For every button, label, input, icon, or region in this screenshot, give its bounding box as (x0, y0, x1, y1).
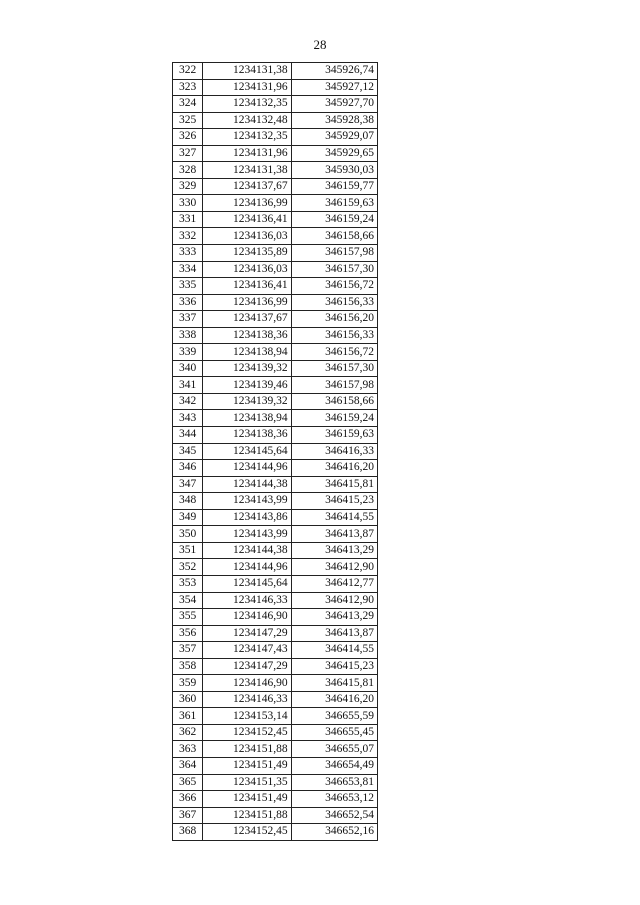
x-coordinate-cell: 1234151,35 (203, 774, 291, 791)
point-number-cell: 332 (173, 228, 203, 245)
x-coordinate-cell: 1234137,67 (203, 178, 291, 195)
point-number-cell: 344 (173, 427, 203, 444)
table-row (173, 360, 378, 377)
x-coordinate-cell: 1234143,86 (203, 509, 291, 526)
y-coordinate-cell: 346156,72 (291, 344, 377, 361)
table-row (173, 741, 378, 758)
point-number-cell: 352 (173, 559, 203, 576)
y-coordinate-cell: 346415,23 (291, 493, 377, 510)
coordinates-table-body (173, 63, 378, 841)
x-coordinate-cell: 1234151,88 (203, 807, 291, 824)
x-coordinate-cell: 1234139,32 (203, 360, 291, 377)
point-number-cell: 360 (173, 691, 203, 708)
table-row (173, 542, 378, 559)
point-number-cell: 351 (173, 542, 203, 559)
y-coordinate-cell: 345930,03 (291, 162, 377, 179)
point-number-cell: 323 (173, 79, 203, 96)
x-coordinate-cell: 1234151,49 (203, 791, 291, 808)
table-row (173, 278, 378, 295)
table-row (173, 774, 378, 791)
x-coordinate-cell: 1234138,36 (203, 427, 291, 444)
table-row (173, 526, 378, 543)
point-number-cell: 341 (173, 377, 203, 394)
table-row (173, 575, 378, 592)
point-number-cell: 366 (173, 791, 203, 808)
point-number-cell: 358 (173, 658, 203, 675)
point-number-cell: 337 (173, 311, 203, 328)
y-coordinate-cell: 346413,87 (291, 526, 377, 543)
table-row (173, 675, 378, 692)
table-row (173, 178, 378, 195)
table-row (173, 245, 378, 262)
y-coordinate-cell: 346414,55 (291, 509, 377, 526)
table-row (173, 824, 378, 841)
x-coordinate-cell: 1234139,46 (203, 377, 291, 394)
point-number-cell: 356 (173, 625, 203, 642)
table-row (173, 493, 378, 510)
y-coordinate-cell: 346654,49 (291, 757, 377, 774)
table-row (173, 443, 378, 460)
table-row (173, 592, 378, 609)
table-row (173, 410, 378, 427)
x-coordinate-cell: 1234138,36 (203, 327, 291, 344)
point-number-cell: 343 (173, 410, 203, 427)
point-number-cell: 350 (173, 526, 203, 543)
y-coordinate-cell: 346415,81 (291, 675, 377, 692)
x-coordinate-cell: 1234136,41 (203, 211, 291, 228)
x-coordinate-cell: 1234135,89 (203, 245, 291, 262)
y-coordinate-cell: 346156,33 (291, 327, 377, 344)
x-coordinate-cell: 1234151,49 (203, 757, 291, 774)
table-row (173, 757, 378, 774)
y-coordinate-cell: 346159,77 (291, 178, 377, 195)
table-row (173, 261, 378, 278)
y-coordinate-cell: 346159,24 (291, 211, 377, 228)
point-number-cell: 329 (173, 178, 203, 195)
y-coordinate-cell: 346415,81 (291, 476, 377, 493)
x-coordinate-cell: 1234146,33 (203, 592, 291, 609)
table-row (173, 708, 378, 725)
y-coordinate-cell: 346412,90 (291, 559, 377, 576)
x-coordinate-cell: 1234136,99 (203, 294, 291, 311)
y-coordinate-cell: 346159,24 (291, 410, 377, 427)
table-row (173, 145, 378, 162)
x-coordinate-cell: 1234143,99 (203, 493, 291, 510)
x-coordinate-cell: 1234131,38 (203, 63, 291, 80)
table-row (173, 691, 378, 708)
y-coordinate-cell: 346157,98 (291, 245, 377, 262)
y-coordinate-cell: 346414,55 (291, 642, 377, 659)
point-number-cell: 342 (173, 393, 203, 410)
y-coordinate-cell: 346652,54 (291, 807, 377, 824)
coordinates-table (172, 62, 378, 841)
y-coordinate-cell: 346159,63 (291, 427, 377, 444)
point-number-cell: 335 (173, 278, 203, 295)
table-row (173, 112, 378, 129)
y-coordinate-cell: 346156,33 (291, 294, 377, 311)
page-number: 28 (313, 37, 327, 52)
x-coordinate-cell: 1234131,96 (203, 145, 291, 162)
table-row (173, 609, 378, 626)
x-coordinate-cell: 1234144,38 (203, 542, 291, 559)
point-number-cell: 336 (173, 294, 203, 311)
table-row (173, 724, 378, 741)
table-row (173, 228, 378, 245)
table-row (173, 476, 378, 493)
x-coordinate-cell: 1234132,35 (203, 129, 291, 146)
point-number-cell: 338 (173, 327, 203, 344)
y-coordinate-cell: 346156,72 (291, 278, 377, 295)
x-coordinate-cell: 1234146,33 (203, 691, 291, 708)
x-coordinate-cell: 1234136,99 (203, 195, 291, 212)
table-row (173, 96, 378, 113)
y-coordinate-cell: 346159,63 (291, 195, 377, 212)
table-row (173, 311, 378, 328)
x-coordinate-cell: 1234147,29 (203, 625, 291, 642)
x-coordinate-cell: 1234132,35 (203, 96, 291, 113)
point-number-cell: 363 (173, 741, 203, 758)
y-coordinate-cell: 346653,12 (291, 791, 377, 808)
y-coordinate-cell: 345928,38 (291, 112, 377, 129)
table-row (173, 294, 378, 311)
point-number-cell: 349 (173, 509, 203, 526)
table-row (173, 393, 378, 410)
table-row (173, 791, 378, 808)
table-row (173, 211, 378, 228)
point-number-cell: 367 (173, 807, 203, 824)
table-row (173, 427, 378, 444)
y-coordinate-cell: 346157,30 (291, 360, 377, 377)
x-coordinate-cell: 1234144,96 (203, 460, 291, 477)
table-row (173, 63, 378, 80)
point-number-cell: 359 (173, 675, 203, 692)
y-coordinate-cell: 346157,98 (291, 377, 377, 394)
x-coordinate-cell: 1234136,03 (203, 261, 291, 278)
y-coordinate-cell: 346655,45 (291, 724, 377, 741)
point-number-cell: 348 (173, 493, 203, 510)
y-coordinate-cell: 346158,66 (291, 228, 377, 245)
x-coordinate-cell: 1234136,41 (203, 278, 291, 295)
y-coordinate-cell: 346413,87 (291, 625, 377, 642)
x-coordinate-cell: 1234144,38 (203, 476, 291, 493)
x-coordinate-cell: 1234147,29 (203, 658, 291, 675)
x-coordinate-cell: 1234131,96 (203, 79, 291, 96)
point-number-cell: 368 (173, 824, 203, 841)
y-coordinate-cell: 345927,70 (291, 96, 377, 113)
table-row (173, 625, 378, 642)
y-coordinate-cell: 345929,65 (291, 145, 377, 162)
point-number-cell: 333 (173, 245, 203, 262)
table-row (173, 509, 378, 526)
point-number-cell: 347 (173, 476, 203, 493)
table-row (173, 460, 378, 477)
table-row (173, 642, 378, 659)
y-coordinate-cell: 346156,20 (291, 311, 377, 328)
y-coordinate-cell: 346653,81 (291, 774, 377, 791)
table-row (173, 327, 378, 344)
point-number-cell: 325 (173, 112, 203, 129)
table-row (173, 129, 378, 146)
y-coordinate-cell: 346413,29 (291, 609, 377, 626)
x-coordinate-cell: 1234137,67 (203, 311, 291, 328)
x-coordinate-cell: 1234131,38 (203, 162, 291, 179)
y-coordinate-cell: 346652,16 (291, 824, 377, 841)
point-number-cell: 364 (173, 757, 203, 774)
x-coordinate-cell: 1234146,90 (203, 609, 291, 626)
x-coordinate-cell: 1234138,94 (203, 410, 291, 427)
x-coordinate-cell: 1234151,88 (203, 741, 291, 758)
y-coordinate-cell: 345927,12 (291, 79, 377, 96)
y-coordinate-cell: 345926,74 (291, 63, 377, 80)
x-coordinate-cell: 1234147,43 (203, 642, 291, 659)
point-number-cell: 324 (173, 96, 203, 113)
table-row (173, 195, 378, 212)
point-number-cell: 326 (173, 129, 203, 146)
point-number-cell: 334 (173, 261, 203, 278)
y-coordinate-cell: 346157,30 (291, 261, 377, 278)
point-number-cell: 322 (173, 63, 203, 80)
table-row (173, 377, 378, 394)
y-coordinate-cell: 346413,29 (291, 542, 377, 559)
point-number-cell: 354 (173, 592, 203, 609)
y-coordinate-cell: 346416,20 (291, 691, 377, 708)
x-coordinate-cell: 1234153,14 (203, 708, 291, 725)
point-number-cell: 328 (173, 162, 203, 179)
point-number-cell: 331 (173, 211, 203, 228)
table-row (173, 344, 378, 361)
x-coordinate-cell: 1234139,32 (203, 393, 291, 410)
table-row (173, 807, 378, 824)
y-coordinate-cell: 346412,90 (291, 592, 377, 609)
point-number-cell: 327 (173, 145, 203, 162)
y-coordinate-cell: 346655,59 (291, 708, 377, 725)
table-row (173, 79, 378, 96)
point-number-cell: 339 (173, 344, 203, 361)
x-coordinate-cell: 1234145,64 (203, 443, 291, 460)
point-number-cell: 361 (173, 708, 203, 725)
table-row (173, 658, 378, 675)
x-coordinate-cell: 1234152,45 (203, 724, 291, 741)
x-coordinate-cell: 1234138,94 (203, 344, 291, 361)
x-coordinate-cell: 1234144,96 (203, 559, 291, 576)
x-coordinate-cell: 1234145,64 (203, 575, 291, 592)
x-coordinate-cell: 1234132,48 (203, 112, 291, 129)
table-row (173, 162, 378, 179)
point-number-cell: 345 (173, 443, 203, 460)
y-coordinate-cell: 346655,07 (291, 741, 377, 758)
y-coordinate-cell: 346415,23 (291, 658, 377, 675)
table-row (173, 559, 378, 576)
point-number-cell: 330 (173, 195, 203, 212)
point-number-cell: 346 (173, 460, 203, 477)
point-number-cell: 365 (173, 774, 203, 791)
point-number-cell: 357 (173, 642, 203, 659)
point-number-cell: 355 (173, 609, 203, 626)
y-coordinate-cell: 346416,33 (291, 443, 377, 460)
y-coordinate-cell: 346158,66 (291, 393, 377, 410)
x-coordinate-cell: 1234136,03 (203, 228, 291, 245)
y-coordinate-cell: 346416,20 (291, 460, 377, 477)
point-number-cell: 362 (173, 724, 203, 741)
x-coordinate-cell: 1234152,45 (203, 824, 291, 841)
point-number-cell: 353 (173, 575, 203, 592)
x-coordinate-cell: 1234143,99 (203, 526, 291, 543)
y-coordinate-cell: 345929,07 (291, 129, 377, 146)
point-number-cell: 340 (173, 360, 203, 377)
y-coordinate-cell: 346412,77 (291, 575, 377, 592)
x-coordinate-cell: 1234146,90 (203, 675, 291, 692)
